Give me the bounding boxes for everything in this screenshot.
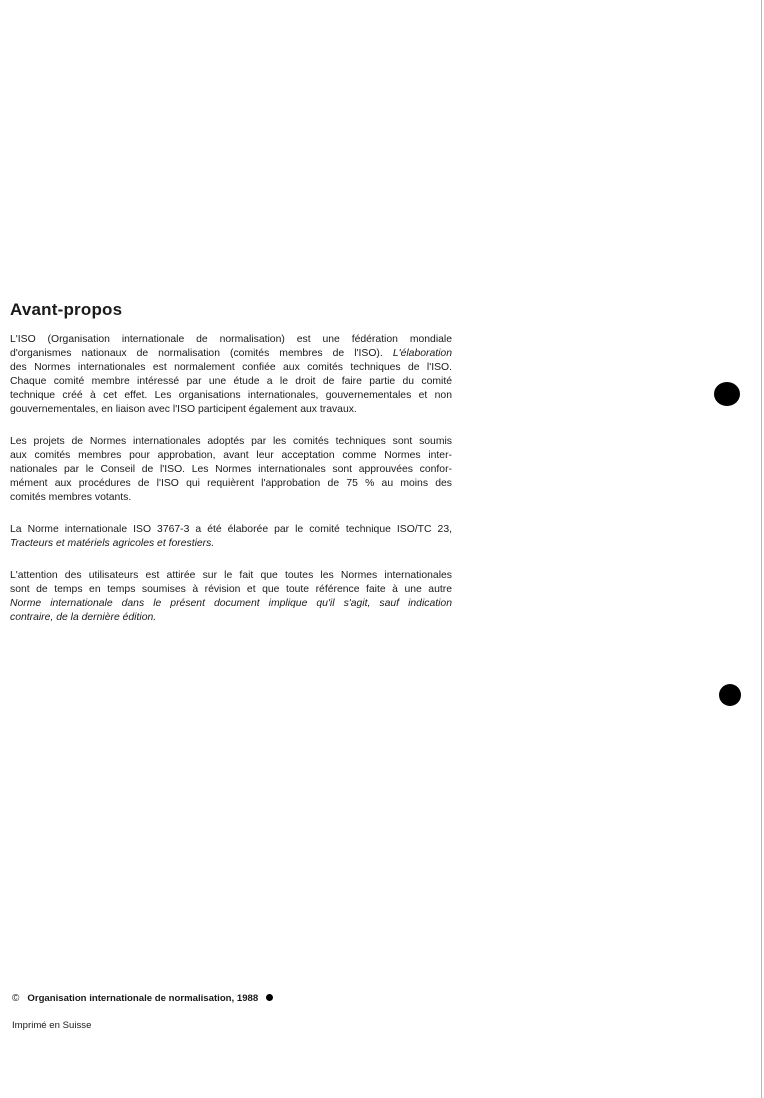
foreword-section [10, 300, 452, 643]
text-line-italic: contraire, de la dernière édition. [10, 612, 157, 623]
text-span: d'organismes nationaux de normalisation (comités membres de l'ISO). [10, 348, 393, 359]
text-line: mément aux procédures de l'ISO qui requièrent l'approbation de 75 % au moins des [10, 478, 452, 489]
copyright-symbol: © [12, 993, 20, 1004]
text-line-italic: Norme internationale dans le présent document implique qu'il s'agit, sauf indication [10, 598, 452, 609]
text-line: L'ISO (Organisation internationale de normalisation) est une fédération mondiale [10, 334, 452, 345]
paragraph-4 [10, 569, 452, 625]
text-line: Les projets de Normes internationales adoptés par les comités techniques sont soumis [10, 436, 452, 447]
text-line: gouvernementales, en liaison avec l'ISO participent également aux travaux. [10, 404, 357, 415]
text-line: nationales par le Conseil de l'ISO. Les Normes internationales sont approuvées confor- [10, 464, 452, 475]
text-line: sont de temps en temps soumises à révision et que toute référence faite à une autre [10, 584, 452, 595]
page-edge-line [761, 0, 762, 1098]
binding-hole-mark [714, 382, 740, 406]
text-line: L'attention des utilisateurs est attirée sur le fait que toutes les Normes internationales [10, 570, 452, 581]
text-line-italic: Tracteurs et matériels agricoles et forestiers. [10, 538, 215, 549]
binding-hole-mark [719, 684, 741, 706]
paragraph-3 [10, 523, 452, 551]
text-line: technique créé à cet effet. Les organisations internationales, gouvernementales et non [10, 390, 452, 401]
text-line: comités membres votants. [10, 492, 132, 503]
paragraph-1 [10, 333, 452, 417]
text-line: aux comités membres pour approbation, avant leur acceptation comme Normes inter- [10, 450, 452, 461]
page-title: Avant-propos [10, 300, 123, 319]
printed-in-notice: Imprimé en Suisse [12, 1020, 92, 1031]
text-line: des Normes internationales est normalement confiée aux comités techniques de l'ISO. [10, 362, 452, 373]
text-span-italic: L'élaboration [392, 348, 452, 359]
copyright-notice [12, 993, 273, 1004]
text-line: La Norme internationale ISO 3767-3 a été élaborée par le comité technique ISO/TC 23, [10, 524, 452, 535]
bullet-dot [266, 994, 273, 1001]
text-line: Chaque comité membre intéressé par une étude a le droit de faire partie du comité [10, 376, 452, 387]
copyright-text: Organisation internationale de normalisation, 1988 [27, 993, 259, 1004]
text-line [10, 347, 452, 361]
paragraph-2 [10, 435, 452, 505]
